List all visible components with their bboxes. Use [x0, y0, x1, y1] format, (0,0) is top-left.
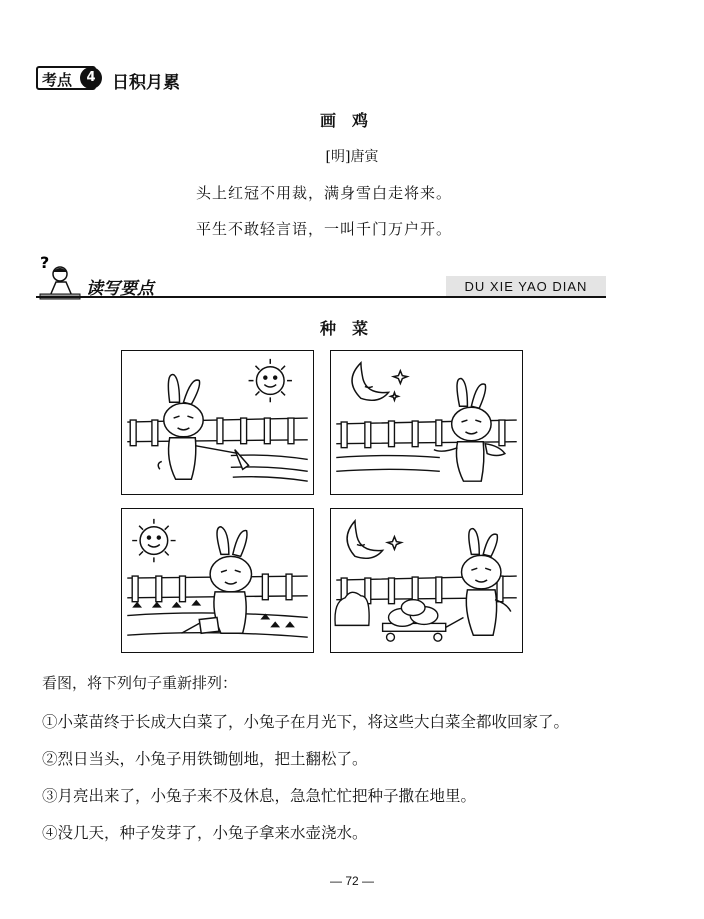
rabbit-icon — [182, 527, 252, 634]
thinking-student-icon — [36, 252, 86, 302]
picture-panel-1 — [121, 350, 314, 495]
crescent-moon-icon — [347, 521, 401, 558]
poem-line-1: 头上红冠不用裁，满身雪白走将来。 — [196, 184, 453, 202]
sentence-2: ②烈日当头，小兔子用铁锄刨地，把土翻松了。 — [42, 750, 368, 768]
sentence-4: ④没几天，种子发芽了，小兔子拿来水壶浇水。 — [42, 824, 368, 842]
banner-divider — [36, 296, 606, 298]
crescent-moon-icon — [352, 363, 407, 400]
svg-text:?: ? — [40, 253, 50, 272]
poem-line-2: 平生不敢轻言语，一叫千门万户开。 — [196, 220, 453, 238]
picture-panel-3 — [121, 508, 314, 653]
reading-section-title: 读写要点 — [86, 279, 154, 299]
rabbit-icon — [158, 375, 248, 480]
picture-panel-4 — [330, 508, 523, 653]
page-number: — 72 — — [329, 874, 374, 888]
sun-icon — [249, 359, 292, 402]
rabbit-icon — [434, 378, 505, 481]
section-badge: 考点 — [36, 66, 96, 90]
story-title: 种菜 — [319, 319, 384, 338]
reading-section-tag: DU XIE YAO DIAN — [438, 276, 606, 296]
poem-title: 画鸡 — [319, 111, 384, 130]
section-title: 日积月累 — [112, 73, 180, 93]
picture-panel-2 — [330, 350, 523, 495]
sentence-1: ①小菜苗终于长成大白菜了，小兔子在月光下，将这些大白菜全都收回家了。 — [42, 713, 570, 731]
instruction-text: 看图，将下列句子重新排列： — [42, 674, 238, 692]
poem-author: [明]唐寅 — [325, 149, 379, 165]
cabbage-cart-icon — [383, 600, 464, 641]
sun-icon — [132, 519, 175, 562]
sentence-3: ③月亮出来了，小兔子来不及休息，急急忙忙把种子撒在地里。 — [42, 787, 477, 805]
section-number: 4 — [80, 67, 102, 89]
bush-icon — [335, 592, 369, 625]
reading-section-banner — [36, 252, 606, 302]
